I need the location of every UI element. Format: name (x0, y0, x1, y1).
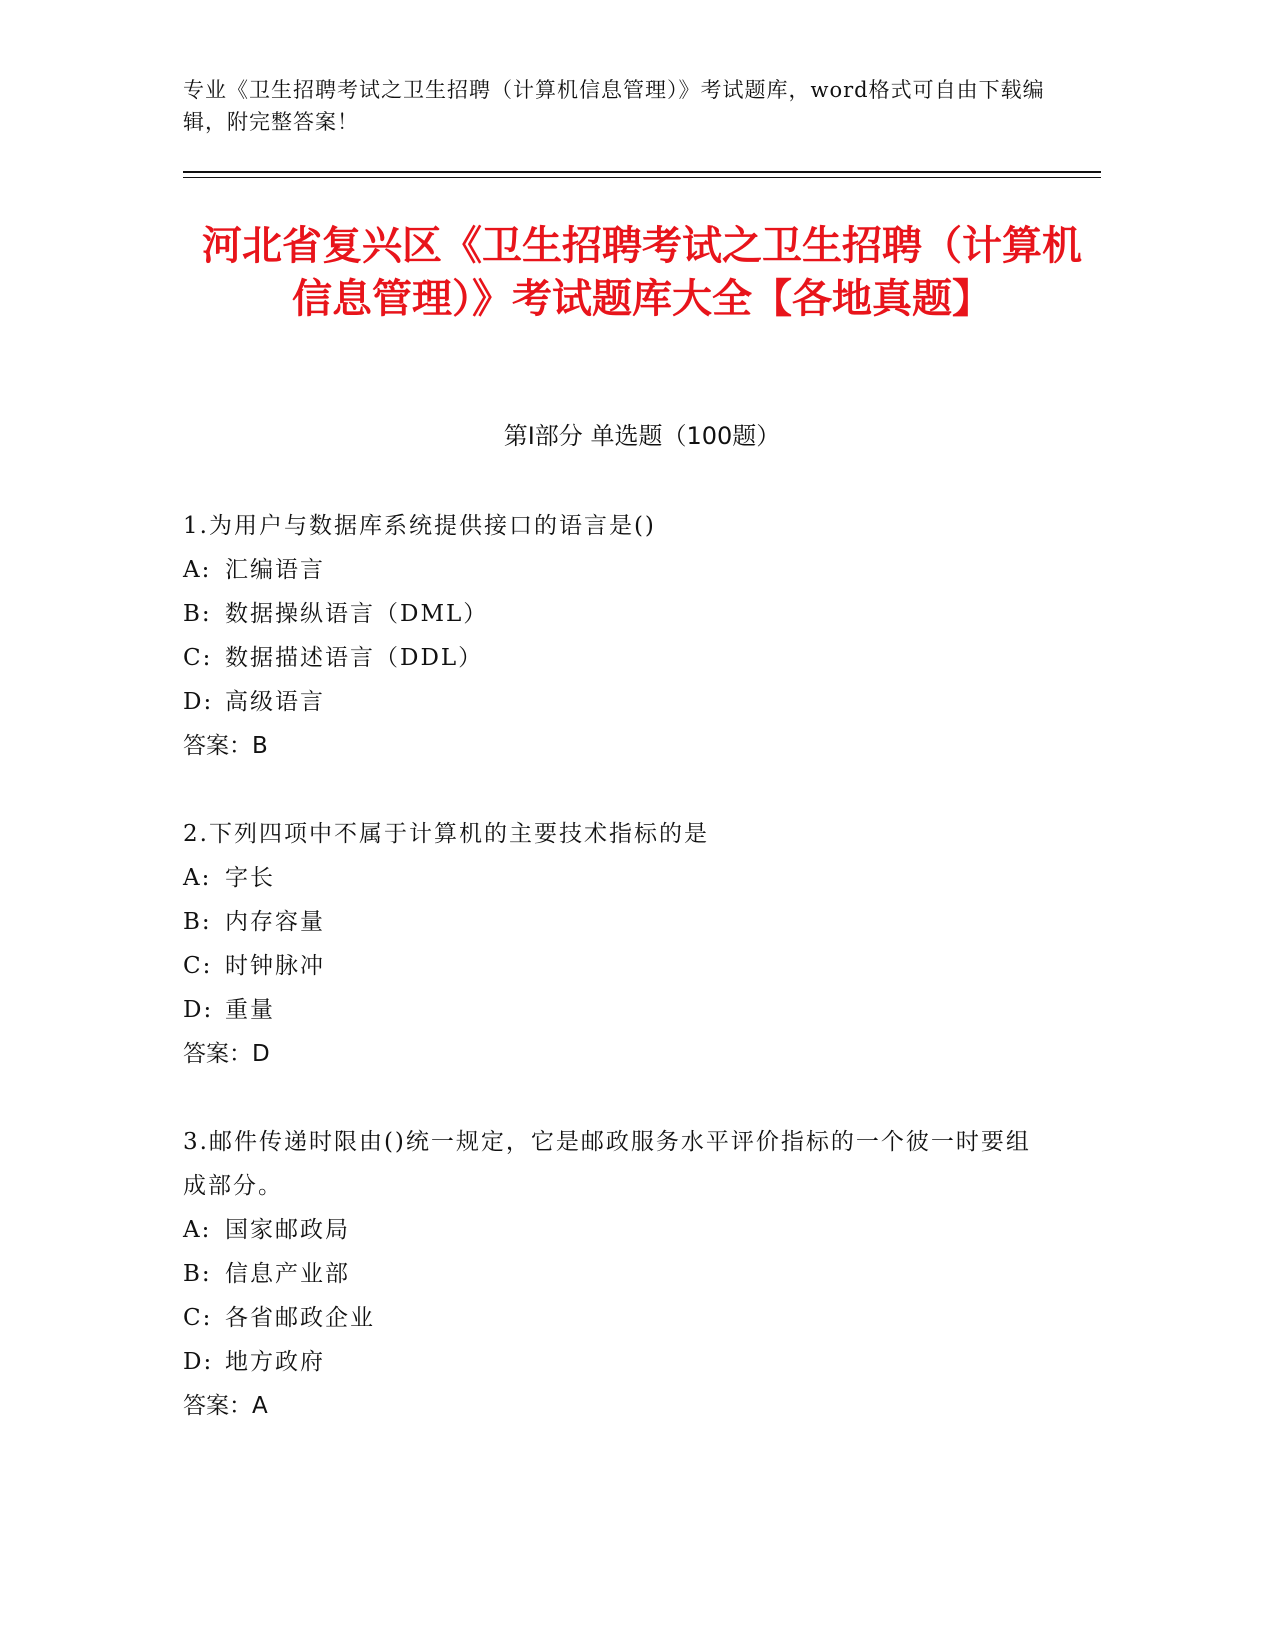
answer-line: 答案：A (183, 1393, 268, 1419)
option-d (183, 1340, 1083, 1384)
question-list (183, 504, 1083, 1472)
option-a (183, 1208, 1083, 1252)
question-item (183, 812, 1083, 1076)
option-c (183, 944, 1083, 988)
option-text: 内存容量 (225, 909, 325, 935)
option-letter: D: (183, 997, 214, 1023)
option-letter: A: (183, 557, 212, 583)
question-stem: 1.为用户与数据库系统提供接口的语言是() (183, 513, 656, 539)
option-letter: D: (183, 689, 214, 715)
section-heading: 第I部分 单选题（100题） (503, 422, 781, 450)
header-note: 专业《卫生招聘考试之卫生招聘（计算机信息管理）》考试题库，word格式可自由下载编辑，附完整答案！ (183, 78, 1045, 134)
option-a (183, 856, 1083, 900)
option-letter: C: (183, 953, 213, 979)
option-text: 时钟脉冲 (225, 953, 325, 979)
option-c (183, 1296, 1083, 1340)
option-d (183, 988, 1083, 1032)
option-text: 重量 (225, 997, 275, 1023)
option-letter: A: (183, 1217, 212, 1243)
option-text: 国家邮政局 (225, 1217, 350, 1243)
option-text: 字长 (225, 865, 275, 891)
option-letter: D: (183, 1349, 214, 1375)
option-d (183, 680, 1083, 724)
header-divider-thin (183, 177, 1101, 178)
option-text: 数据描述语言（DDL） (225, 645, 484, 671)
option-letter: C: (183, 1305, 213, 1331)
question-stem: 2.下列四项中不属于计算机的主要技术指标的是 (183, 821, 709, 847)
option-b (183, 592, 1083, 636)
option-b (183, 1252, 1083, 1296)
option-letter: C: (183, 645, 213, 671)
question-stem: 3.邮件传递时限由()统一规定，它是邮政服务水平评价指标的一个彼一时要组成部分。 (183, 1129, 1031, 1199)
option-text: 信息产业部 (225, 1261, 350, 1287)
answer-line: 答案：D (183, 1041, 270, 1067)
option-text: 汇编语言 (225, 557, 325, 583)
option-text: 各省邮政企业 (225, 1305, 375, 1331)
option-text: 数据操纵语言（DML） (225, 601, 489, 627)
option-letter: A: (183, 865, 212, 891)
header-divider-thick (183, 171, 1101, 173)
document-title: 河北省复兴区《卫生招聘考试之卫生招聘（计算机信息管理）》考试题库大全【各地真题】 (202, 223, 1082, 322)
option-letter: B: (183, 1261, 212, 1287)
question-item (183, 1120, 1083, 1428)
option-c (183, 636, 1083, 680)
option-text: 地方政府 (225, 1349, 325, 1375)
option-letter: B: (183, 601, 212, 627)
question-item (183, 504, 1083, 768)
option-letter: B: (183, 909, 212, 935)
option-text: 高级语言 (225, 689, 325, 715)
option-a (183, 548, 1083, 592)
answer-line: 答案：B (183, 733, 268, 759)
option-b (183, 900, 1083, 944)
